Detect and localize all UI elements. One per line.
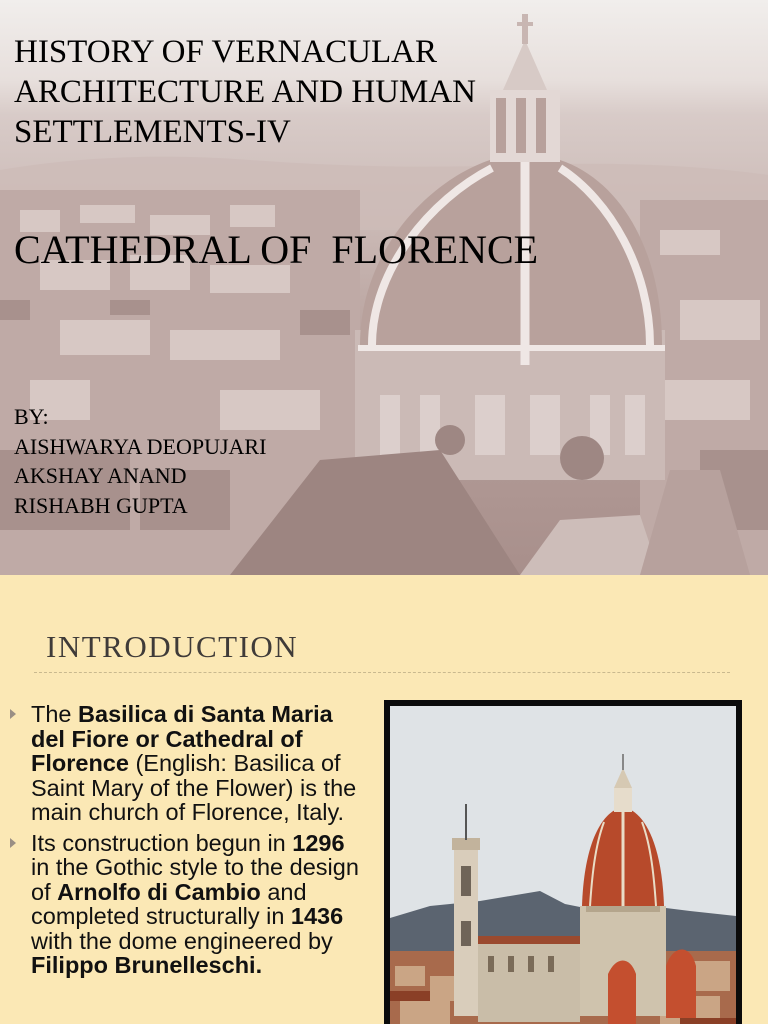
bullet-text-segment: Arnolfo di Cambio <box>57 878 261 905</box>
author-list <box>14 402 266 520</box>
bullet-text-segment: Its construction begun in <box>31 829 293 856</box>
cathedral-photo <box>390 706 736 1024</box>
bullet-text-segment: 1296 <box>292 829 345 856</box>
bullet-text-segment: (English: Basilica of Saint Mary of the Flower) is the main church of Florence, Italy. <box>31 750 357 825</box>
by-label: BY: <box>14 404 49 429</box>
bullet-text-segment: 1436 <box>290 903 344 929</box>
bullet-list <box>8 702 368 984</box>
bullet-item <box>8 702 368 825</box>
title-line: HISTORY OF VERNACULAR <box>14 34 437 70</box>
bullet-item <box>8 831 368 978</box>
author-name: RISHABH GUPTA <box>14 492 188 518</box>
author-name: AKSHAY ANAND <box>14 463 187 488</box>
introduction-slide <box>0 575 768 1024</box>
title-line: SETTLEMENTS-IV <box>14 114 291 150</box>
slide-subtitle: CATHEDRAL OF FLORENCE <box>14 227 539 272</box>
bullet-text-segment: in the Gothic style to the design of <box>31 854 359 905</box>
section-heading: INTRODUCTION <box>46 629 299 664</box>
bullet-text-segment: The <box>31 701 79 727</box>
cathedral-photo-frame <box>384 700 742 1024</box>
bullet-arrow-icon <box>10 709 16 719</box>
bullet-text-segment: and completed structurally in <box>31 878 307 929</box>
heading-divider <box>34 672 730 673</box>
bullet-text-segment: Basilica di Santa Maria del Fiore or Cathedral of Florence <box>31 701 333 776</box>
title-line: ARCHITECTURE AND HUMAN <box>14 74 476 110</box>
bullet-text-segment: Filippo Brunelleschi. <box>31 952 263 978</box>
author-name: AISHWARYA DEOPUJARI <box>14 433 267 459</box>
bullet-arrow-icon <box>10 838 16 848</box>
slide-title <box>14 32 614 152</box>
bullet-text-segment: with the dome engineered by <box>31 927 333 954</box>
